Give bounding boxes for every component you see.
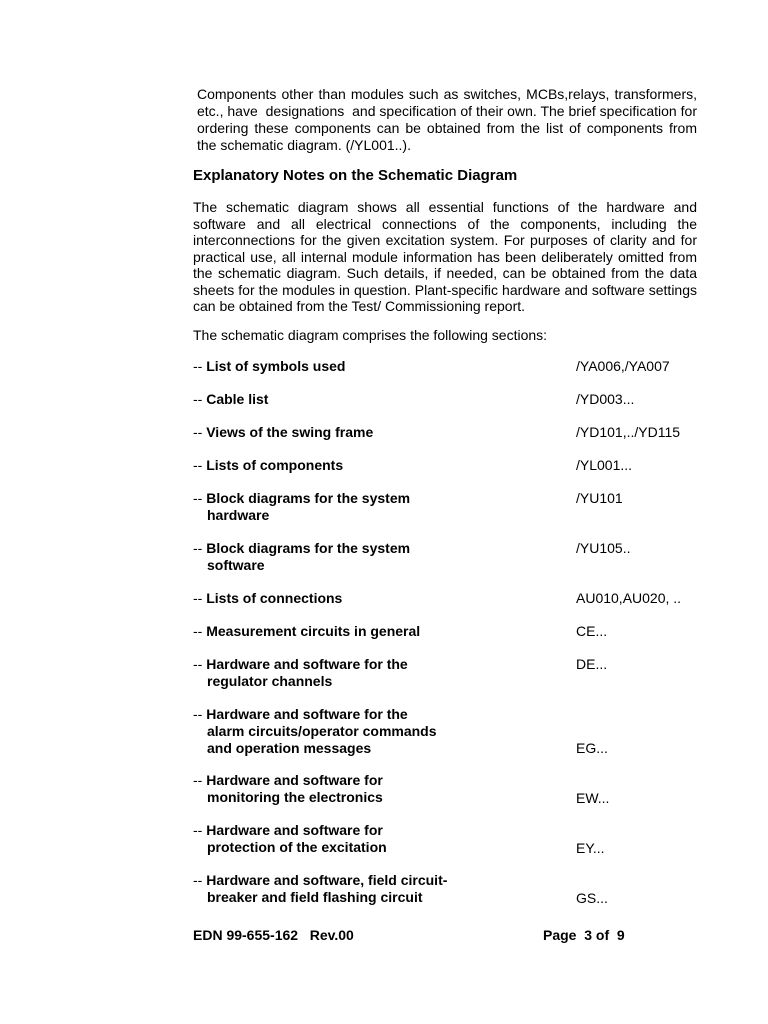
section-ref: AU010,AU020, .. <box>576 590 682 606</box>
section-label-cont: and operation messages <box>207 740 372 756</box>
section-ref: EW... <box>576 790 610 806</box>
section-label-cont: alarm circuits/operator commands <box>207 723 437 739</box>
section-heading: Explanatory Notes on the Schematic Diagram <box>193 167 518 184</box>
intro-paragraph: Components other than modules such as switches, MCBs,relays, transformers, etc., have designations and specification of their own. The brief specification for ordering these components can be obtained from the list of components from the schematic diagram. (/YL001..). <box>197 86 701 153</box>
section-label: List of symbols used <box>206 358 346 374</box>
footer-page-number: Page 3 of 9 <box>543 927 625 943</box>
section-label-cont: hardware <box>207 507 270 523</box>
section-ref: /YU105.. <box>576 540 631 556</box>
section-ref: /YD003... <box>576 391 635 407</box>
section-label: Hardware and software, field circuit- <box>206 872 448 888</box>
sections-intro: The schematic diagram comprises the following sections: <box>193 327 548 343</box>
section-ref: EG... <box>576 740 608 756</box>
document-page: Components other than modules such as switches, MCBs,relays, transformers, etc., have designations and specification of their own. The brief specification for ordering these components can be obtained from the list of components from the schematic diagram. (/YL001..). Explanatory Notes on the Schematic Diagram The schematic diagram shows all essential functions of the hardware and software and all electrical connections of the components, including the interconnections for the given excitation system. For purposes of clarity and for practical use, all internal module information has been deliberately omitted from the schematic diagram. Such details, if needed, can be obtained from the data sheets for the modules in question. Plant-specific hardware and software settings can be obtained from the Test/ Commissioning report. The schematic diagram comprises the following sections: -- List of symbols used /YA006,/YA007 -- Cable list /YD003... -- Views of the swing frame /YD101,../YD115 -- Lists of components /YL001... -- Block diagrams for the system hardware /YU101 -- Block diagrams for the system software /YU105.. -- Lists of connections AU010,AU020, .. -- Measurement circuits in general CE... -- Hardware and software for the regulator channels DE... -- Hardware and software for the alarm circuits/operator commands and operation messages EG... -- Hardware and software for monitoring the electronics EW... -- Hardware and software for protection of the excitation EY... -- Hardware and software, field circuit- breaker and field flashing circuit GS... EDN 99-655-162 Rev.00 Page 3 of 9 <box>193 86 701 943</box>
section-label: Hardware and software for the <box>206 706 408 722</box>
section-label: Views of the swing frame <box>206 424 374 440</box>
section-label: Hardware and software for the <box>206 656 408 672</box>
section-ref: DE... <box>576 656 608 672</box>
section-ref: /YL001... <box>576 457 633 473</box>
section-label: Lists of components <box>206 457 344 473</box>
footer-doc-id: EDN 99-655-162 Rev.00 <box>193 927 354 943</box>
section-label: Block diagrams for the system <box>206 490 411 506</box>
section-label-cont: software <box>207 557 265 573</box>
section-ref: EY... <box>576 840 605 856</box>
section-label-cont: regulator channels <box>207 673 333 689</box>
body-paragraph: The schematic diagram shows all essential functions of the hardware and software and all electrical connections of the components, including the interconnections for the given excitation system. For purposes of clarity and for practical use, all internal module information has been deliberately omitted from the schematic diagram. Such details, if needed, can be obtained from the data sheets for the modules in question. Plant-specific hardware and software settings can be obtained from the Test/ Commissioning report. <box>193 199 697 314</box>
section-label: Block diagrams for the system <box>206 540 411 556</box>
section-ref: GS... <box>576 890 608 906</box>
section-label: Lists of connections <box>206 590 343 606</box>
section-label: Hardware and software for <box>206 772 383 788</box>
section-ref: /YD101,../YD115 <box>576 424 681 440</box>
section-label-cont: protection of the excitation <box>207 839 387 855</box>
section-label: Measurement circuits in general <box>206 623 421 639</box>
section-ref: CE... <box>576 623 608 639</box>
section-label-cont: monitoring the electronics <box>207 789 383 805</box>
section-label: Cable list <box>206 391 269 407</box>
section-ref: /YU101 <box>576 490 623 506</box>
section-label: Hardware and software for <box>206 822 383 838</box>
section-label-cont: breaker and field flashing circuit <box>207 889 423 905</box>
section-ref: /YA006,/YA007 <box>576 358 670 374</box>
